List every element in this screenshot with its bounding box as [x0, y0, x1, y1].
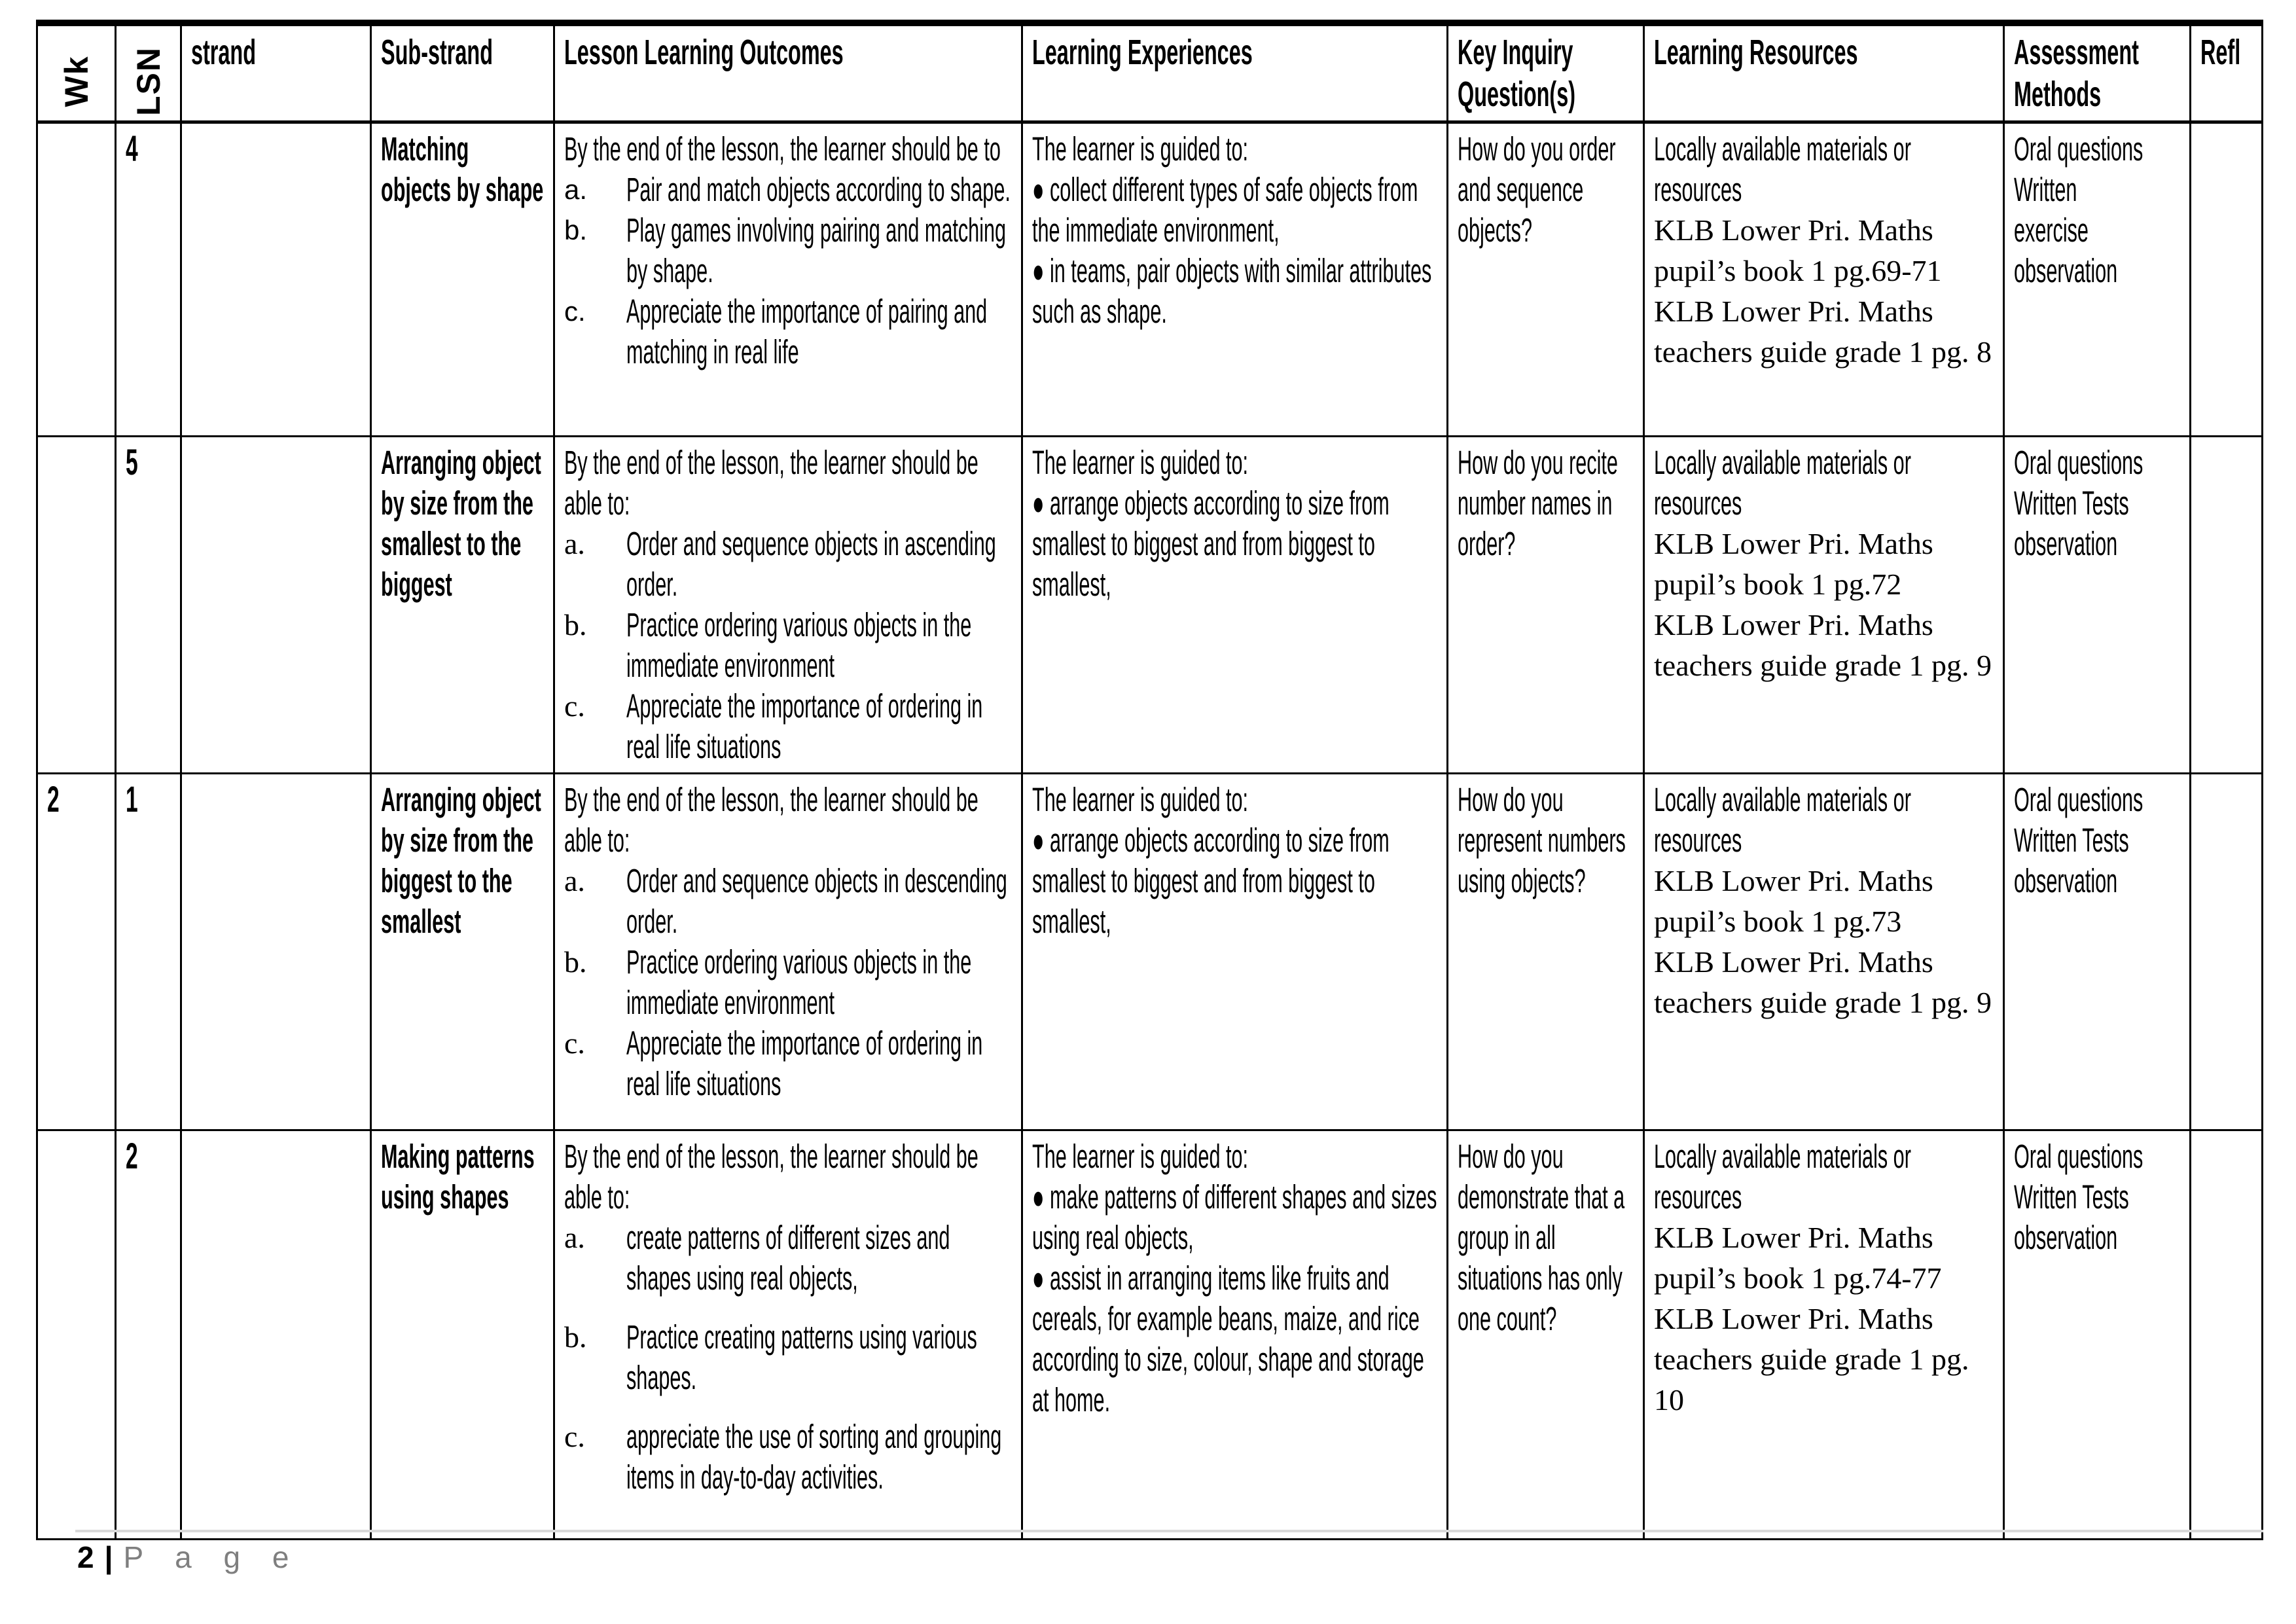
outcome-item-text: Practice ordering various objects in the immediate environment	[626, 943, 972, 1021]
table-row	[37, 774, 2263, 1130]
cell-resources	[1644, 122, 2004, 437]
outcome-item-marker: a.	[564, 527, 585, 560]
header-inquiry-label: Key Inquiry Question(s)	[1458, 33, 1576, 114]
assessment-method: Written	[2014, 171, 2077, 208]
lsn-value: 5	[126, 441, 138, 482]
cell-assessment	[2004, 774, 2191, 1130]
outcome-item-text: Order and sequence objects in ascending order.	[626, 525, 996, 603]
assessment-method: Oral questions	[2014, 444, 2144, 481]
assessment-method: Oral questions	[2014, 130, 2144, 168]
experiences-intro: The learner is guided to:	[1032, 130, 1248, 168]
header-assessment-label: Assessment Methods	[2014, 33, 2139, 114]
resource-reference: KLB Lower Pri. Maths pupil’s book 1 pg.73	[1654, 864, 1933, 938]
footer-page-number: 2	[77, 1540, 94, 1574]
resources-plain-text: Locally available materials or resources	[1654, 130, 1911, 208]
assessment-list	[2014, 780, 2180, 901]
outcomes-list	[564, 524, 1012, 767]
cell-outcomes	[554, 437, 1022, 774]
table-row	[37, 437, 2263, 774]
assessment-list	[2014, 442, 2180, 564]
outcome-item	[564, 170, 1012, 210]
outcome-item	[564, 210, 1012, 291]
outcome-item-marker: c.	[564, 1420, 585, 1453]
experience-item: ● collect different types of safe objects from the immediate environment,	[1032, 171, 1418, 249]
cell-wk	[37, 437, 116, 774]
outcome-item	[564, 861, 1012, 942]
inquiry-text: How do you represent numbers using objects?	[1458, 781, 1626, 899]
experiences-list	[1032, 170, 1437, 332]
header-wk	[37, 23, 116, 122]
cell-outcomes	[554, 122, 1022, 437]
experiences-intro: The learner is guided to:	[1032, 1138, 1248, 1175]
footer-divider	[75, 1530, 2263, 1532]
lsn-value: 4	[126, 128, 138, 169]
cell-wk	[37, 122, 116, 437]
cell-lsn	[116, 1130, 181, 1540]
cell-lsn	[116, 437, 181, 774]
outcome-item-marker: b.	[564, 608, 587, 641]
cell-experiences	[1022, 1130, 1448, 1540]
sub-strand-text: Making patterns using shapes	[381, 1138, 535, 1216]
resource-reference: KLB Lower Pri. Maths teachers guide grade 1 pg. 9	[1654, 608, 1992, 682]
page-footer	[77, 1540, 300, 1575]
header-inquiry	[1448, 23, 1644, 122]
outcome-item	[564, 1023, 1012, 1104]
header-experiences	[1022, 23, 1448, 122]
header-strand	[181, 23, 371, 122]
outcome-item-marker: b.	[564, 945, 587, 979]
outcome-item-text: Play games involving pairing and matching by shape.	[626, 211, 1007, 289]
outcome-item	[564, 1218, 1012, 1299]
outcome-item	[564, 1416, 1012, 1498]
cell-wk	[37, 1130, 116, 1540]
cell-assessment	[2004, 437, 2191, 774]
cell-outcomes	[554, 774, 1022, 1130]
resources-plain-text: Locally available materials or resources	[1654, 444, 1911, 522]
outcomes-intro: By the end of the lesson, the learner should be to	[564, 130, 1001, 168]
cell-assessment	[2004, 122, 2191, 437]
cell-outcomes	[554, 1130, 1022, 1540]
outcome-item-text: Appreciate the importance of ordering in real life situations	[626, 687, 983, 765]
experience-item: ● arrange objects according to size from smallest to biggest and from biggest to smallest,	[1032, 821, 1390, 940]
header-outcomes-label: Lesson Learning Outcomes	[564, 33, 844, 72]
header-experiences-label: Learning Experiences	[1032, 33, 1253, 72]
experiences-intro: The learner is guided to:	[1032, 444, 1248, 481]
resource-reference: KLB Lower Pri. Maths pupil’s book 1 pg.69-71	[1654, 213, 1942, 287]
experience-item: ● assist in arranging items like fruits and cereals, for example beans, maize, and rice according to size, colour, shape and storage at home.	[1032, 1259, 1424, 1418]
resources-serif-list	[1654, 524, 1994, 686]
outcome-item	[564, 605, 1012, 686]
cell-resources	[1644, 774, 2004, 1130]
scheme-of-work-table	[36, 20, 2263, 1540]
cell-inquiry	[1448, 437, 1644, 774]
header-row	[37, 23, 2263, 122]
outcome-item-text: appreciate the use of sorting and grouping items in day-to-day activities.	[626, 1418, 1002, 1496]
cell-refl	[2191, 1130, 2263, 1540]
cell-refl	[2191, 437, 2263, 774]
cell-strand	[181, 774, 371, 1130]
resource-reference: KLB Lower Pri. Maths pupil’s book 1 pg.74-77	[1654, 1221, 1942, 1295]
outcome-item-text: Order and sequence objects in descending order.	[626, 862, 1007, 940]
cell-resources	[1644, 437, 2004, 774]
outcomes-list	[564, 861, 1012, 1104]
assessment-list	[2014, 1136, 2180, 1258]
outcome-item-text: Appreciate the importance of ordering in real life situations	[626, 1024, 983, 1102]
resource-reference: KLB Lower Pri. Maths teachers guide grade 1 pg. 9	[1654, 945, 1992, 1019]
lsn-value: 2	[126, 1135, 138, 1176]
inquiry-text: How do you order and sequence objects?	[1458, 130, 1616, 249]
sub-strand-text: Arranging object by size from the smallest to the biggest	[381, 444, 541, 603]
assessment-method: Oral questions	[2014, 781, 2144, 818]
cell-refl	[2191, 774, 2263, 1130]
footer-separator: |	[104, 1540, 113, 1574]
header-sub-strand-label: Sub-strand	[381, 33, 493, 72]
table-row	[37, 122, 2263, 437]
assessment-method: Written Tests	[2014, 484, 2129, 522]
cell-refl	[2191, 122, 2263, 437]
cell-inquiry	[1448, 122, 1644, 437]
lsn-value: 1	[126, 778, 138, 820]
assessment-method: Oral questions	[2014, 1138, 2144, 1175]
outcome-item-marker: c.	[564, 689, 585, 723]
experiences-list	[1032, 1177, 1437, 1420]
resources-serif-list	[1654, 210, 1994, 372]
outcome-item-marker: b.	[564, 215, 588, 245]
outcome-item-text: Appreciate the importance of pairing and matching in real life	[626, 293, 988, 370]
cell-experiences	[1022, 774, 1448, 1130]
wk-value: 2	[47, 778, 60, 820]
resource-reference: KLB Lower Pri. Maths teachers guide grade 1 pg. 8	[1654, 295, 1992, 369]
assessment-method: exercise	[2014, 211, 2089, 249]
outcome-item-marker: a.	[564, 1221, 585, 1254]
cell-inquiry	[1448, 774, 1644, 1130]
assessment-method: observation	[2014, 862, 2118, 899]
table-row	[37, 1130, 2263, 1540]
outcomes-intro: By the end of the lesson, the learner should be able to:	[564, 1138, 978, 1216]
sub-strand-text: Matching objects by shape	[381, 130, 544, 208]
cell-strand	[181, 437, 371, 774]
experience-item: ● make patterns of different shapes and sizes using real objects,	[1032, 1178, 1437, 1256]
cell-wk	[37, 774, 116, 1130]
resources-serif-list	[1654, 861, 1994, 1023]
outcome-item-text: create patterns of different sizes and shapes using real objects,	[626, 1219, 950, 1297]
cell-strand	[181, 122, 371, 437]
outcome-item-text: Pair and match objects according to shape.	[626, 171, 1011, 208]
cell-inquiry	[1448, 1130, 1644, 1540]
outcome-item	[564, 524, 1012, 605]
experiences-list	[1032, 820, 1437, 942]
resources-plain-text: Locally available materials or resources	[1654, 1138, 1911, 1216]
inquiry-text: How do you demonstrate that a group in all situations has only one count?	[1458, 1138, 1625, 1337]
cell-sub-strand	[371, 774, 554, 1130]
outcome-item	[564, 1317, 1012, 1398]
cell-experiences	[1022, 122, 1448, 437]
header-strand-label: strand	[191, 33, 257, 72]
outcomes-list	[564, 170, 1012, 372]
assessment-list	[2014, 129, 2180, 291]
outcomes-list	[564, 1218, 1012, 1498]
cell-strand	[181, 1130, 371, 1540]
header-refl	[2191, 23, 2263, 122]
cell-lsn	[116, 774, 181, 1130]
outcome-item-marker: b.	[564, 1320, 587, 1354]
header-sub-strand	[371, 23, 554, 122]
outcomes-intro: By the end of the lesson, the learner should be able to:	[564, 781, 978, 859]
outcome-item-marker: c.	[564, 296, 586, 327]
assessment-method: observation	[2014, 525, 2118, 562]
header-outcomes	[554, 23, 1022, 122]
outcome-item-marker: a.	[564, 864, 585, 897]
header-lsn	[116, 23, 181, 122]
experiences-list	[1032, 483, 1437, 605]
assessment-method: observation	[2014, 1219, 2118, 1256]
cell-sub-strand	[371, 122, 554, 437]
assessment-method: observation	[2014, 252, 2118, 289]
header-lsn-label: LSN	[130, 46, 167, 116]
cell-sub-strand	[371, 1130, 554, 1540]
resource-reference: KLB Lower Pri. Maths pupil’s book 1 pg.72	[1654, 527, 1933, 601]
outcome-item	[564, 291, 1012, 372]
header-resources	[1644, 23, 2004, 122]
resources-plain-text: Locally available materials or resources	[1654, 781, 1911, 859]
cell-resources	[1644, 1130, 2004, 1540]
cell-experiences	[1022, 437, 1448, 774]
header-assessment	[2004, 23, 2191, 122]
header-wk-label: Wk	[58, 55, 95, 107]
resources-serif-list	[1654, 1218, 1994, 1420]
outcome-item-text: Practice ordering various objects in the immediate environment	[626, 606, 972, 684]
outcomes-intro: By the end of the lesson, the learner should be able to:	[564, 444, 978, 522]
resource-reference: KLB Lower Pri. Maths teachers guide grade 1 pg. 10	[1654, 1302, 1969, 1416]
cell-assessment	[2004, 1130, 2191, 1540]
header-refl-label: Refl	[2200, 33, 2241, 72]
outcome-item-marker: a.	[564, 174, 588, 205]
assessment-method: Written Tests	[2014, 821, 2129, 859]
inquiry-text: How do you recite number names in order?	[1458, 444, 1618, 562]
footer-page-label: P a g e	[123, 1540, 301, 1574]
cell-lsn	[116, 122, 181, 437]
experiences-intro: The learner is guided to:	[1032, 781, 1248, 818]
outcome-item	[564, 942, 1012, 1023]
outcome-item-marker: c.	[564, 1026, 585, 1060]
sub-strand-text: Arranging object by size from the biggest to the smallest	[381, 781, 541, 940]
header-resources-label: Learning Resources	[1654, 33, 1858, 72]
cell-sub-strand	[371, 437, 554, 774]
outcome-item	[564, 686, 1012, 767]
assessment-method: Written Tests	[2014, 1178, 2129, 1216]
experience-item: ● in teams, pair objects with similar attributes such as shape.	[1032, 252, 1432, 330]
experience-item: ● arrange objects according to size from smallest to biggest and from biggest to smallest,	[1032, 484, 1390, 603]
outcome-item-text: Practice creating patterns using various shapes.	[626, 1318, 977, 1396]
